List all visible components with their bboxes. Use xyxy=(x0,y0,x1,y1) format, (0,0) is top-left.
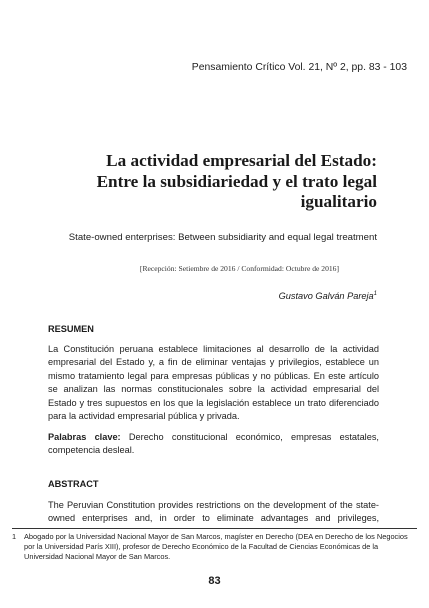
reception-dates: [Recepción: Setiembre de 2016 / Conformidad: Octubre de 2016] xyxy=(139,264,339,273)
footnote xyxy=(12,532,417,561)
resumen-text: La Constitución peruana establece limitaciones al desarrollo de la actividad empresarial del Estado y, a fin de eliminar ventajas y privilegios, establece un mismo tratamiento legal para empresas públicas y no públicas. En este artículo se analizan las normas constitucionales sobre la actividad empresarial del Estado y tres supuestos en los que la legislación establece un trato diferenciado para la actividad empresarial pública y privada. xyxy=(48,344,379,422)
footnote-divider xyxy=(12,528,417,529)
keywords-text: Derecho constitucional económico, empresas estatales, competencia desleal. xyxy=(48,432,379,456)
keywords xyxy=(48,431,379,458)
footnote-text: Abogado por la Universidad Nacional Mayor de San Marcos, magíster en Derecho (DEA en Derecho de los Negocios por la Universidad París XIII), profesor de Derecho Económico de la Facultad de Ciencias Económicas de la Universidad Nacional Mayor de San Marcos. xyxy=(24,532,408,561)
abstract-heading: ABSTRACT xyxy=(48,479,99,489)
footnote-number: 1 xyxy=(12,532,17,541)
abstract-text: The Peruvian Constitution provides restrictions on the development of the state-owned enterprises and, in order to eliminate advantages and privileges, xyxy=(48,500,379,524)
keywords-label: Palabras clave: xyxy=(48,432,121,442)
page-number: 83 xyxy=(208,575,221,587)
title-line-3: igualitario xyxy=(300,192,377,211)
article-title xyxy=(37,151,377,213)
english-title: State-owned enterprises: Between subsidiarity and equal legal treatment xyxy=(68,232,377,243)
resumen-heading: RESUMEN xyxy=(48,324,94,334)
title-line-2: Entre la subsidiariedad y el trato legal xyxy=(96,171,377,191)
journal-citation: Pensamiento Crítico Vol. 21, Nº 2, pp. 83 - 103 xyxy=(191,62,407,73)
author xyxy=(279,291,377,301)
author-name: Gustavo Galván Pareja xyxy=(278,291,374,302)
title-line-1: La actividad empresarial del Estado: xyxy=(106,151,377,170)
author-footnote-ref[interactable]: 1 xyxy=(373,291,377,297)
